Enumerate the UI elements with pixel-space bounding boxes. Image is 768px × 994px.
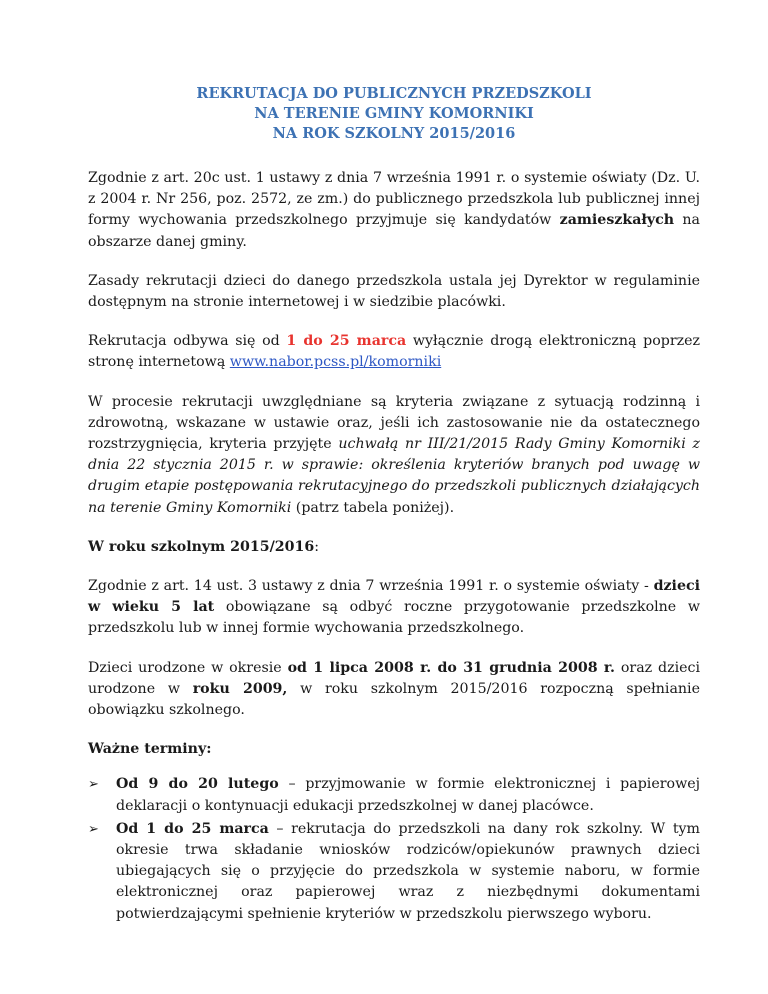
- paragraph-recruitment-dates: [88, 331, 700, 373]
- highlighted-date: 1 do 25 marca: [286, 333, 407, 350]
- paragraph-text: obowiązane są odbyć roczne przygotowanie przedszkolne w przedszkolu lub w innej formie wychowania przedszkolnego.: [88, 599, 700, 637]
- bold-text: zamieszkałych: [559, 212, 675, 229]
- paragraph-text: w roku szkolnym 2015/2016 rozpoczną spełnianie obowiązku szkolnego.: [88, 680, 700, 719]
- section-heading-important-dates: Ważne terminy:: [88, 741, 212, 758]
- paragraph-text: Zgodnie z art. 14 ust. 3 ustawy z dnia 7 września 1991 r. o systemie oświaty -: [88, 578, 654, 595]
- paragraph-text: – rekrutacja do przedszkoli na dany rok szkolny. W tym okresie trwa składanie wniosków rodziców/opiekunów prawnych dzieci ubiegających się o przyjęcie do przedszkola w systemie naboru, w formie elektronicznej oraz papierowej wraz z niezbędnymi dokumentami potwierdzającymi spełnienie kryteriów w przedszkolu pierwszego wyboru.: [116, 820, 700, 922]
- bold-text: roku 2009,: [192, 680, 288, 697]
- title-line-1: REKRUTACJA DO PUBLICZNYCH PRZEDSZKOLI: [196, 85, 592, 102]
- paragraph-text: Rekrutacja odbywa się od: [88, 333, 287, 350]
- bold-text: Od 1 do 25 marca: [116, 820, 269, 837]
- paragraph-legal-basis: [88, 168, 700, 253]
- paragraph-text: na obszarze danej gminy.: [88, 212, 700, 250]
- paragraph-text: :: [314, 538, 320, 555]
- paragraph-text: Dzieci urodzone w okresie: [88, 659, 288, 676]
- bold-text: od 1 lipca 2008 r. do 31 grudnia 2008 r.: [287, 659, 615, 676]
- important-dates-list: [88, 774, 700, 924]
- list-item: [88, 774, 700, 816]
- arrow-bullet-icon: ➢: [88, 821, 99, 837]
- paragraph-criteria: [88, 392, 700, 519]
- bold-text: W roku szkolnym 2015/2016: [88, 538, 315, 555]
- recruitment-website-link[interactable]: www.nabor.pcss.pl/komorniki: [229, 354, 442, 371]
- title-line-3: NA ROK SZKOLNY 2015/2016: [272, 125, 516, 142]
- title-line-2: NA TERENIE GMINY KOMORNIKI: [254, 105, 534, 122]
- paragraph-text: W procesie rekrutacji uwzględniane są kryteria związane z sytuacją rodzinną i zdrowotną, wskazane w ustawie oraz, jeśli ich zastosowanie nie da ostatecznego rozstrzygnięcia, kryteria przyjęte: [88, 393, 700, 453]
- section-heading-school-year: [88, 537, 700, 558]
- arrow-bullet-icon: ➢: [88, 777, 99, 793]
- paragraph-text: oraz dzieci urodzone w: [88, 659, 700, 697]
- bold-text: Od 9 do 20 lutego: [116, 776, 279, 793]
- paragraph-text: wyłącznie drogą elektroniczną poprzez stronę internetową: [88, 333, 701, 371]
- paragraph-text: (patrz tabela poniżej).: [291, 499, 455, 516]
- paragraph-birth-dates: [88, 658, 700, 722]
- paragraph-text: Zgodnie z art. 20c ust. 1 ustawy z dnia 7 września 1991 r. o systemie oświaty (Dz. U. z 2004 r. Nr 256, poz. 2572, ze zm.) do publicznego przedszkola lub publicznej innej formy wychowania przedszkolnego przyjmuje się kandydatów: [88, 170, 700, 229]
- paragraph-text: Zasady rekrutacji dzieci do danego przedszkola ustala jej Dyrektor w regulaminie dostępnym na stronie internetowej i w siedzibie placówki.: [88, 272, 700, 311]
- italic-resolution-text: uchwałą nr III/21/2015 Rady Gminy Komorniki z dnia 22 stycznia 2015 r. w sprawie: określenia kryteriów branych pod uwagę w drugim etapie postępowania rekrutacyjnego do przedszkoli publicznych działających na terenie Gminy Komorniki: [88, 436, 700, 516]
- paragraph-rules: [88, 271, 700, 313]
- document-page: [88, 84, 700, 927]
- paragraph-text: – przyjmowanie w formie elektronicznej i papierowej deklaracji o kontynuacji edukacji przedszkolnej w danej placówce.: [116, 776, 701, 814]
- document-title: [88, 84, 700, 144]
- bold-text: dzieci w wieku 5 lat: [88, 578, 700, 616]
- list-item: [88, 819, 700, 925]
- paragraph-obligation: [88, 576, 700, 640]
